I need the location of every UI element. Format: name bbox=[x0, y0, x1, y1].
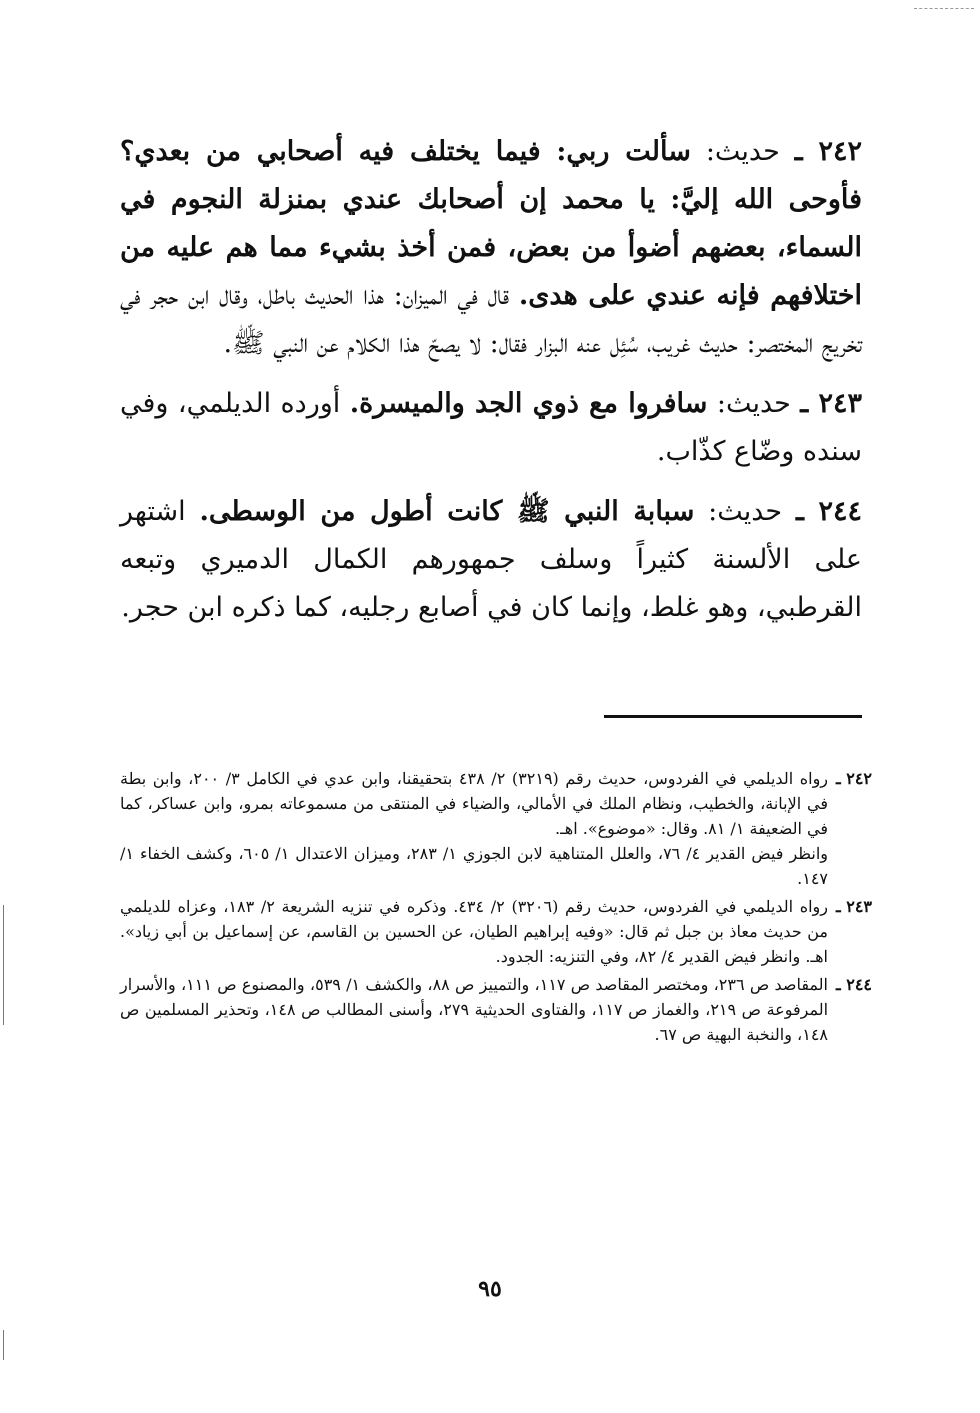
hadith-entry bbox=[120, 128, 862, 368]
hadith-entry bbox=[120, 488, 862, 632]
footnote-number: ٢٤٤ ـ bbox=[835, 975, 872, 994]
hadith-text: سألت ربي: فيما يختلف فيه أصحابي من بعدي؟ فأوحى الله إليَّ: يا محمد إن أصحابك عندي بمنزلة النجوم في السماء، بعضهم أضوأ من بعض، فمن أخذ بشيء مما هم عليه من اختلافهم فإنه عندي على هدى. bbox=[120, 136, 862, 311]
footnote bbox=[120, 894, 872, 969]
footnote-text: وانظر فيض القدير ٤/ ٧٦، والعلل المتناهية لابن الجوزي ١/ ٢٨٣، وميزان الاعتدال ١/ ٦٠٥، وكشف الخفاء ١/ ١٤٧. bbox=[120, 844, 829, 888]
entry-number: ٢٤٤ ـ bbox=[795, 496, 862, 527]
entry-commentary: قال في الميزان: هذا الحديث باطل، وقال ابن حجر في تخريج المختصر: حديث غريب، سُئِل عنه البزار فقال: لا يصحّ هذا الكلام عن النبي ﷺ. bbox=[120, 280, 862, 359]
entry-commentary: اشتهر على الألسنة كثيراً وسلف جمهورهم الكمال الدميري وتبعه القرطبي، وهو غلط، وإنما كان في أصابع رجليه، كما ذكره ابن حجر. bbox=[120, 496, 862, 623]
entry-label: حديث: bbox=[716, 388, 791, 419]
scan-left-edge-line bbox=[3, 1330, 4, 1360]
entry-number: ٢٤٢ ـ bbox=[794, 136, 863, 167]
footnotes bbox=[120, 766, 872, 1050]
entry-number: ٢٤٣ ـ bbox=[800, 388, 862, 419]
entry-label: حديث: bbox=[705, 136, 780, 167]
footnote bbox=[120, 972, 872, 1047]
footnote-text: المقاصد ص ٢٣٦، ومختصر المقاصد ص ١١٧، والتمييز ص ٨٨، والكشف ١/ ٥٣٩، والمصنوع ص ١١١، والأسرار المرفوعة ص ٢١٩، والغماز ص ١١٧، والفتاوى الحديثية ٢٧٩، وأسنى المطالب ص ١٤٨، وتحذير المسلمين ص ١٤٨، والنخبة البهية ص ٦٧. bbox=[120, 975, 829, 1044]
entry-label: حديث: bbox=[708, 496, 783, 527]
hadith-entry bbox=[120, 380, 862, 476]
footnote-number: ٢٤٣ ـ bbox=[835, 897, 872, 916]
footnote-divider bbox=[604, 715, 862, 718]
hadith-text: سبابة النبي ﷺ كانت أطول من الوسطى. bbox=[199, 496, 695, 527]
footnote-number: ٢٤٢ ـ bbox=[835, 769, 872, 788]
footnote-text: رواه الديلمي في الفردوس، حديث رقم (٣٢٠٦) ٢/ ٤٣٤. وذكره في تنزيه الشريعة ٢/ ١٨٣، وعزاه للديلمي من حديث معاذ بن جبل ثم قال: «وفيه إبراهيم الطيان، عن الحسين بن القاسم، عن إسماعيل بن أبي زياد». اهـ. وانظر فيض القدير ٤/ ٨٢، وفي التنزيه: الجدود. bbox=[120, 897, 829, 966]
footnote bbox=[120, 766, 872, 891]
scan-left-edge-line bbox=[3, 905, 4, 1025]
page-number: ٩٥ bbox=[478, 1276, 502, 1302]
hadith-text: سافروا مع ذوي الجد والميسرة. bbox=[349, 388, 708, 419]
main-text bbox=[120, 128, 862, 644]
footnote-text: رواه الديلمي في الفردوس، حديث رقم (٣٢١٩) ٢/ ٤٣٨ بتحقيقنا، وابن عدي في الكامل ٣/ ٢٠٠، وابن بطة في الإبانة، والخطيب، ونظام الملك في الأمالي، والضياء في المنتقى من مسموعاته بمرو، وابن عساكر، كما في الضعيفة ١/ ٨١. وقال: «موضوع». اهـ. bbox=[120, 769, 829, 838]
entry-commentary: أورده الديلمي، وفي سنده وضّاع كذّاب. bbox=[120, 388, 862, 467]
scan-edge-mark bbox=[914, 8, 974, 9]
